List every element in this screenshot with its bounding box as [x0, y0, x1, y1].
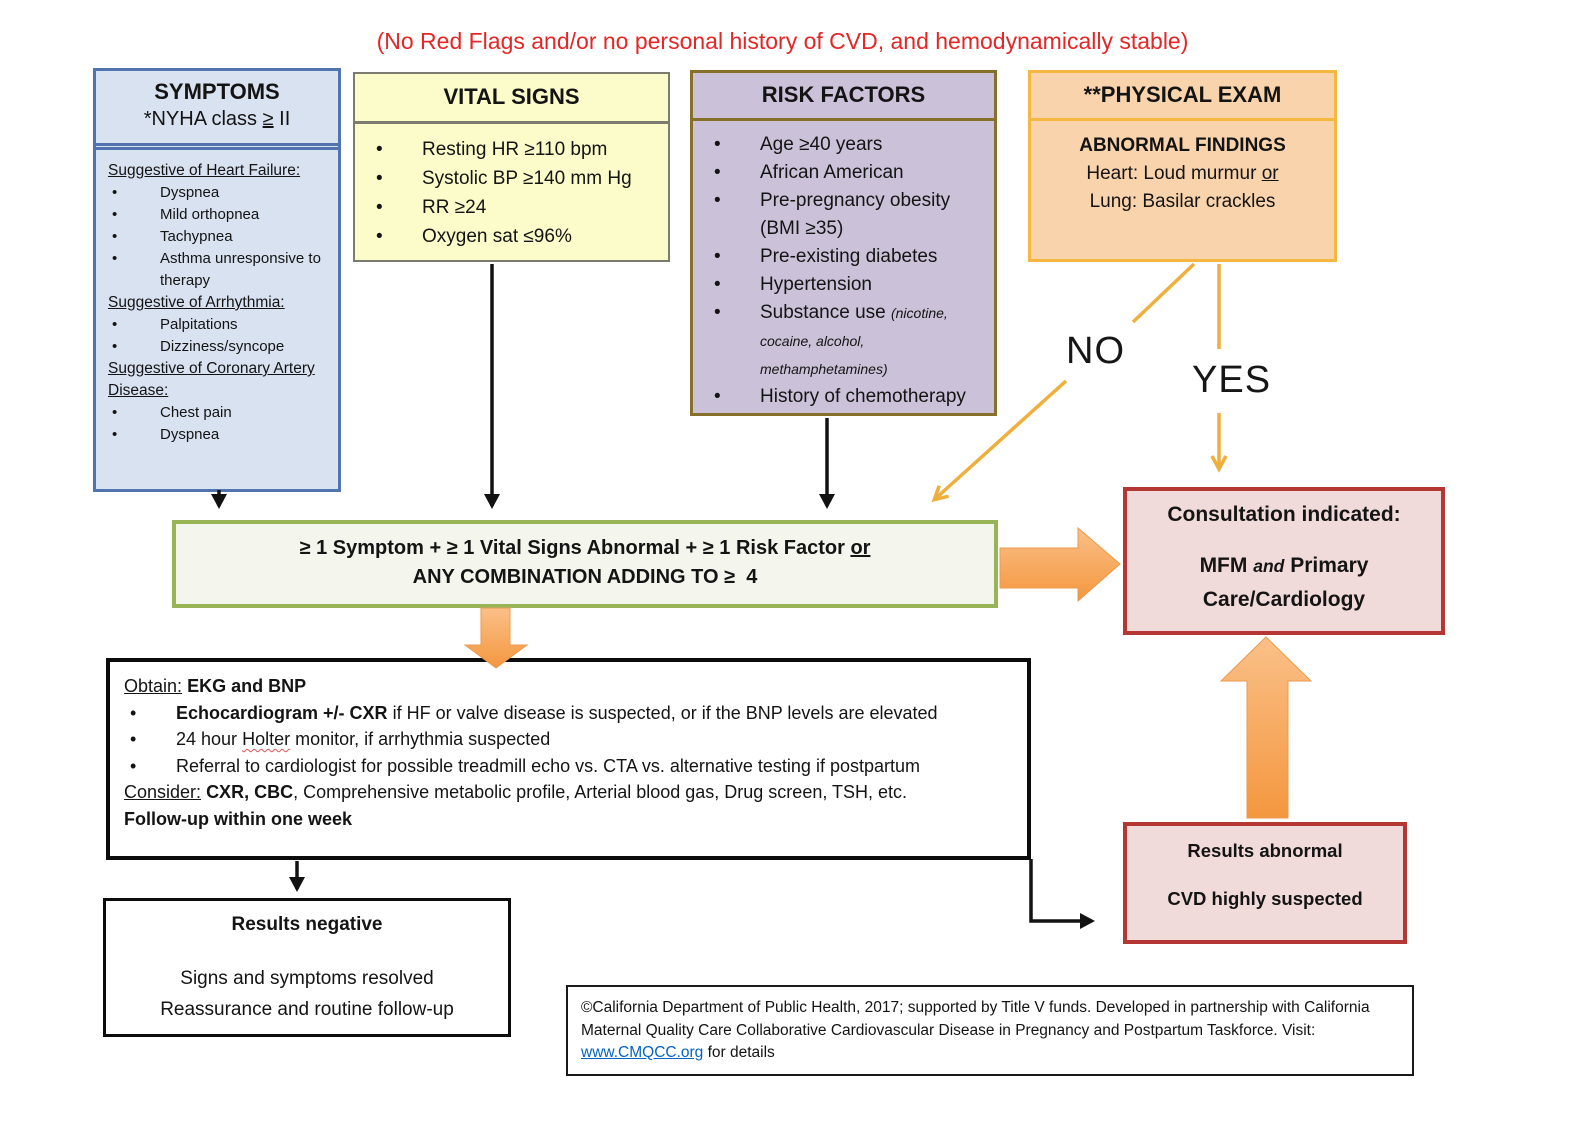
- vital-sign-item: • Systolic BP ≥140 mm Hg: [370, 164, 662, 193]
- cmqcc-link[interactable]: www.CMQCC.org: [581, 1044, 704, 1061]
- abnormal-findings-title: ABNORMAL FINDINGS: [1079, 135, 1286, 156]
- symptom-item: • Dyspnea: [108, 424, 330, 446]
- symptoms-section-heading-arrhythmia: Suggestive of Arrhythmia:: [108, 294, 285, 311]
- symptom-item: • Palpitations: [108, 314, 330, 336]
- symptoms-header-section: [96, 71, 338, 146]
- symptoms-subheader: *NYHA class ≥ II: [143, 108, 291, 130]
- vital-signs-box: [353, 72, 670, 262]
- symptom-item: • Dizziness/syncope: [108, 336, 330, 358]
- symptoms-header: SYMPTOMS: [154, 79, 280, 104]
- results-abnormal-line1: Results abnormal: [1187, 840, 1343, 861]
- physical-exam-body: [1031, 121, 1334, 216]
- risk-factor-item: • Pre-existing diabetes: [708, 243, 986, 271]
- results-negative-box: [103, 898, 511, 1037]
- footer-text-after: for details: [703, 1044, 775, 1061]
- symptoms-section-heading-cad: Suggestive of Coronary Artery Disease:: [108, 360, 315, 399]
- symptoms-body: [96, 150, 338, 446]
- risk-factors-box: [690, 70, 997, 416]
- vital-sign-item: • Oxygen sat ≤96%: [370, 222, 662, 251]
- physical-exam-header: **PHYSICAL EXAM: [1083, 82, 1282, 107]
- workup-box: [106, 658, 1031, 860]
- risk-factor-item: • African American: [708, 159, 986, 187]
- consultation-team: MFM and Primary Care/Cardiology: [1199, 554, 1369, 611]
- decision-line1: ≥ 1 Symptom + ≥ 1 Vital Signs Abnormal + ≥ 1 Risk Factor or: [299, 537, 871, 559]
- risk-factor-item: • Age ≥40 years: [708, 131, 986, 159]
- risk-factors-body: [693, 121, 994, 411]
- vital-sign-item: • Resting HR ≥110 bpm: [370, 135, 662, 164]
- vital-signs-header: VITAL SIGNS: [443, 84, 580, 109]
- risk-factors-header: RISK FACTORS: [761, 82, 926, 107]
- followup-line: Follow-up within one week: [124, 808, 352, 829]
- block-arrow-decision-to-consultation: [1000, 528, 1120, 601]
- physical-exam-header-section: [1031, 73, 1334, 121]
- symptoms-section-heading-hf: Suggestive of Heart Failure:: [108, 162, 301, 179]
- block-arrow-abnormal-to-consultation: [1221, 637, 1311, 818]
- symptom-item: • Mild orthopnea: [108, 204, 330, 226]
- risk-factor-item: • Hypertension: [708, 271, 986, 299]
- consultation-box: [1123, 487, 1445, 635]
- footer-text: ©California Department of Public Health, 2017; supported by Title V funds. Developed in partnership with California Maternal Quality Care Collaborative Cardiovascular Disease in Pregnancy and Postpartum Taskforce. Visit:: [581, 999, 1370, 1039]
- vital-signs-header-section: [355, 74, 668, 124]
- symptom-item: • Tachypnea: [108, 226, 330, 248]
- page-title: (No Red Flags and/or no personal history of CVD, and hemodynamically stable): [376, 28, 1189, 54]
- results-negative-title: Results negative: [231, 914, 383, 935]
- risk-factors-header-section: [693, 73, 994, 121]
- yes-label: YES: [1192, 359, 1272, 401]
- decision-criteria-box: [172, 520, 998, 608]
- obtain-line: Obtain: EKG and BNP: [124, 676, 307, 696]
- no-line-upper: [1133, 264, 1194, 322]
- symptom-item: • Dyspnea: [108, 182, 330, 204]
- footer-credit-box: [566, 985, 1414, 1076]
- physical-exam-box: [1028, 70, 1337, 262]
- workup-item-holter: • 24 hour Holter monitor, if arrhythmia suspected: [124, 726, 1017, 753]
- consider-line: Consider: CXR, CBC, Comprehensive metabolic profile, Arterial blood gas, Drug screen, TSH, etc.: [124, 782, 908, 802]
- results-abnormal-box: [1123, 822, 1407, 944]
- decision-line2: ANY COMBINATION ADDING TO ≥ 4: [412, 566, 758, 588]
- workup-item-referral: • Referral to cardiologist for possible treadmill echo vs. CTA vs. alternative testing if postpartum: [124, 753, 1017, 780]
- risk-factor-item: • History of chemotherapy: [708, 383, 986, 411]
- risk-factor-item-substance: • Substance use (nicotine, cocaine, alcohol, methamphetamines): [708, 299, 986, 383]
- vital-sign-item: • RR ≥24: [370, 193, 662, 222]
- vital-signs-body: [355, 124, 668, 251]
- symptom-item: • Asthma unresponsive to therapy: [108, 248, 330, 292]
- heart-finding: Heart: Loud murmur or: [1086, 163, 1279, 184]
- workup-item-echo: • Echocardiogram +/- CXR if HF or valve disease is suspected, or if the BNP levels are elevated: [124, 700, 1017, 727]
- no-label: NO: [1066, 330, 1125, 372]
- symptom-item: • Chest pain: [108, 402, 330, 424]
- symptoms-box: [93, 68, 341, 492]
- consultation-title: Consultation indicated:: [1167, 503, 1401, 526]
- arrow-workup-to-results-abnormal: [1031, 859, 1092, 921]
- risk-factor-item: • Pre-pregnancy obesity (BMI ≥35): [708, 187, 986, 243]
- results-abnormal-line2: CVD highly suspected: [1167, 888, 1363, 909]
- lung-finding: Lung: Basilar crackles: [1089, 191, 1276, 212]
- substance-detail: (nicotine, cocaine, alcohol, methamphetamines): [760, 305, 948, 377]
- results-negative-body: Signs and symptoms resolved Reassurance and routine follow-up: [160, 968, 454, 1020]
